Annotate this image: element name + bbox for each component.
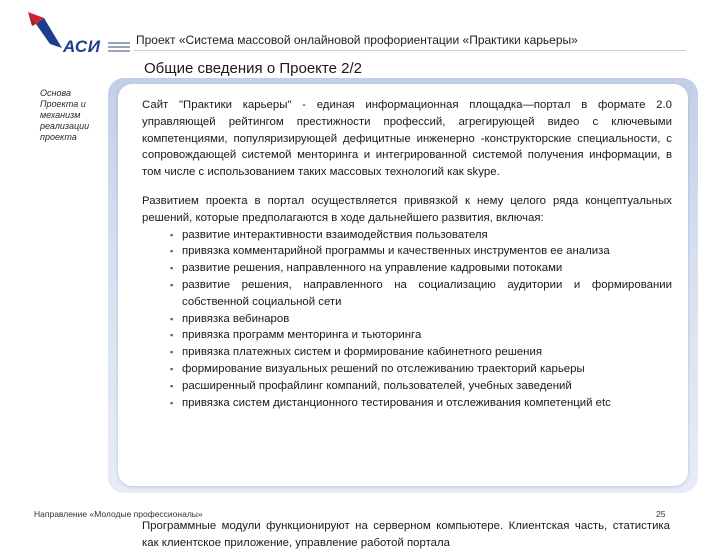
intro-paragraph: Сайт "Практики карьеры" - единая информационная площадка—портал в формате 2.0 управляющей рейтингом престижности профессий, агрегирующей видео с ключевыми компетенциями, популяризирующей дефицитные инженерно -конструкторские специальности, с сопровождающей системой менторинга и интегрированной системой получения информации, в том числе с использованием таких массовых технологий как skype. <box>142 99 672 179</box>
list-item: ▪ формирование визуальных решений по отслеживанию траекторий карьеры <box>170 361 672 378</box>
feature-list <box>142 227 672 412</box>
list-item: ▪ развитие решения, направленного на управление кадровыми потоками <box>170 260 672 277</box>
list-item: ▪ расширенный профайлинг компаний, пользователей, учебных заведений <box>170 378 672 395</box>
list-item: ▪ привязка систем дистанционного тестирования и отслеживания компетенций etc <box>170 395 672 412</box>
list-item: ▪ развитие интерактивности взаимодействия пользователя <box>170 227 672 244</box>
sidebar-label-line: Проекта и <box>40 99 86 109</box>
list-item: ▪ привязка программ менторинга и тьюторинга <box>170 327 672 344</box>
sidebar-label-line: Основа <box>40 88 71 98</box>
list-item: ▪ развитие решения, направленного на социализацию аудитории и формировании собственной социальной сети <box>170 277 672 311</box>
slide-title: Общие сведения о Проекте 2/2 <box>144 60 362 77</box>
asi-logo-text: АСИ <box>63 37 101 56</box>
list-item: ▪ привязка платежных систем и формирование кабинетного решения <box>170 344 672 361</box>
sidebar-label-line: проекта <box>40 132 77 142</box>
asi-logo-mark-icon <box>26 10 66 52</box>
content-text <box>142 97 672 411</box>
page-number: 25 <box>656 509 666 519</box>
development-paragraph: Развитием проекта в портал осуществляется привязкой к нему целого ряда концептуальных решений, которые предполагаются в ходе дальнейшего развития, включая: <box>142 194 672 224</box>
sidebar-label-line: механизм <box>40 110 81 120</box>
list-item: ▪ привязка комментарийной программы и качественных инструментов ее анализа <box>170 243 672 260</box>
asi-logo <box>26 10 136 60</box>
sidebar-label <box>40 88 110 143</box>
sidebar-label-line: реализации <box>40 121 90 131</box>
list-item: ▪ привязка вебинаров <box>170 311 672 328</box>
presentation-title: Проект «Система массовой онлайновой профориентации «Практики карьеры» <box>136 33 578 47</box>
overflow-paragraph: Программные модули функционируют на серверном компьютере. Клиентская часть, статистика как клиентское приложение, управление работой портала <box>142 520 670 549</box>
asi-logo-tagline <box>108 42 130 54</box>
footer-direction-label: Направление «Молодые профессионалы» <box>34 509 203 519</box>
header-divider <box>134 50 686 51</box>
